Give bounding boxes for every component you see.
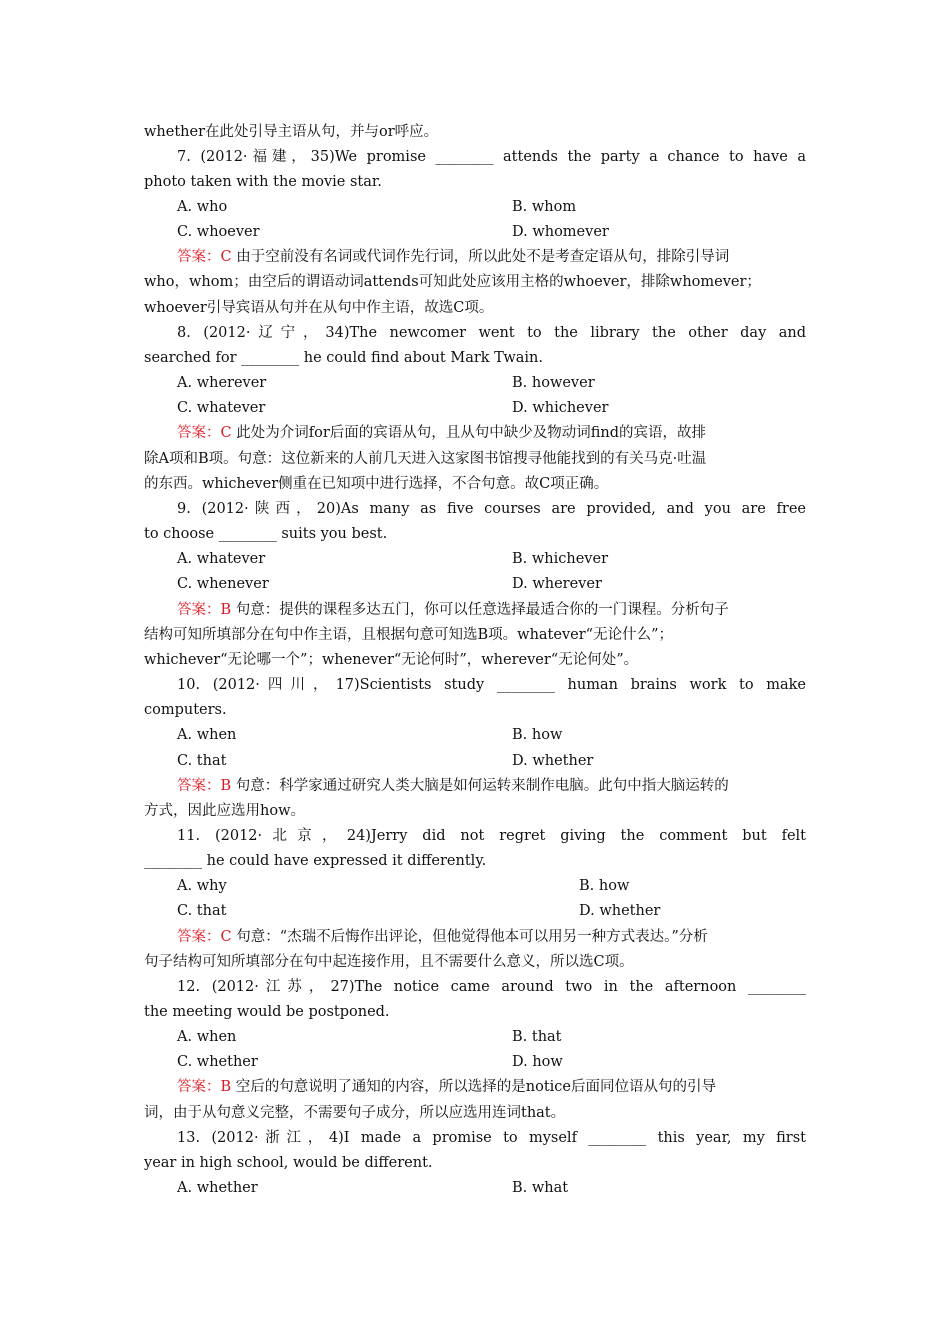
q10-answer: B <box>220 778 232 794</box>
q7-answer-line1 <box>177 245 806 270</box>
q10-option-c: C. that <box>177 753 227 769</box>
q12-option-a: A. when <box>177 1029 237 1045</box>
q7-stem-line2: photo taken with the movie star. <box>144 174 382 190</box>
q12-option-c: C. whether <box>177 1054 258 1070</box>
q9-explanation-2: 结构可知所填部分在句中作主语，且根据句意可知选B项。whatever“无论什么”； <box>144 627 673 643</box>
q13-stem-line1: 13. (2012·浙江，4)I made a promise to myself ________ this year, my first <box>177 1130 806 1146</box>
q12-stem-line2: the meeting would be postponed. <box>144 1004 390 1020</box>
q11-option-c: C. that <box>177 903 227 919</box>
q7-answer: C <box>220 249 232 265</box>
answer-label: 答案： <box>177 602 221 618</box>
q9-option-a: A. whatever <box>177 551 266 567</box>
intro-tail: whether在此处引导主语从句，并与or呼应。 <box>144 124 439 140</box>
q7-explanation-2: who，whom；由空后的谓语动词attends可知此处应该用主格的whoever，排除whomever； <box>144 274 761 290</box>
q8-option-d: D. whichever <box>512 400 609 416</box>
q9-explanation-3: whichever“无论哪一个”；whenever“无论何时”，wherever“无论何处”。 <box>144 652 639 668</box>
q13-option-a: A. whether <box>177 1180 258 1196</box>
q10-answer-line1 <box>177 774 806 799</box>
q10-option-a: A. when <box>177 727 237 743</box>
answer-label: 答案： <box>177 425 221 441</box>
q13-stem-line2: year in high school, would be different. <box>144 1155 433 1171</box>
q11-option-b: B. how <box>579 878 630 894</box>
q8-explanation-2: 除A项和B项。句意：这位新来的人前几天进入这家图书馆搜寻他能找到的有关马克·吐温 <box>144 451 707 467</box>
q8-option-b: B. however <box>512 375 595 391</box>
q12-answer: B <box>220 1079 232 1095</box>
q9-option-c: C. whenever <box>177 576 269 592</box>
answer-label: 答案： <box>177 929 221 945</box>
q11-answer: C <box>220 929 232 945</box>
answer-label: 答案： <box>177 1079 221 1095</box>
answer-label: 答案： <box>177 778 221 794</box>
q12-explanation-1: 空后的句意说明了通知的内容，所以选择的是notice后面同位语从句的引导 <box>231 1079 716 1095</box>
q11-explanation-1: 句意：“杰瑞不后悔作出评论，但他觉得他本可以用另一种方式表达。”分析 <box>231 929 708 945</box>
q9-answer-line1 <box>177 598 806 623</box>
q10-option-b: B. how <box>512 727 563 743</box>
q7-stem-line1: 7. (2012·福建，35)We promise ________ attends the party a chance to have a <box>177 149 806 165</box>
q11-stem-line1: 11. (2012·北京，24)Jerry did not regret giving the comment but felt <box>177 828 806 844</box>
q9-answer: B <box>220 602 232 618</box>
q12-option-d: D. how <box>512 1054 563 1070</box>
q13-option-b: B. what <box>512 1180 569 1196</box>
q11-answer-line1 <box>177 925 806 950</box>
q12-option-b: B. that <box>512 1029 562 1045</box>
q8-answer: C <box>220 425 232 441</box>
q7-explanation-1: 由于空前没有名词或代词作先行词，所以此处不是考查定语从句，排除引导词 <box>231 249 730 265</box>
q9-stem-line1: 9. (2012·陕西，20)As many as five courses are provided, and you are free <box>177 501 806 517</box>
q10-explanation-2: 方式，因此应选用how。 <box>144 803 305 819</box>
q7-option-d: D. whomever <box>512 224 609 240</box>
q9-stem-line2: to choose ________ suits you best. <box>144 526 388 542</box>
q11-stem-line2: ________ he could have expressed it differently. <box>144 853 487 869</box>
q12-stem-line1: 12. (2012·江苏，27)The notice came around two in the afternoon ________ <box>177 979 806 995</box>
q8-option-a: A. wherever <box>177 375 267 391</box>
q8-stem-line1: 8. (2012·辽宁，34)The newcomer went to the library the other day and <box>177 325 806 341</box>
q10-option-d: D. whether <box>512 753 594 769</box>
answer-label: 答案： <box>177 249 221 265</box>
q9-explanation-1: 句意：提供的课程多达五门，你可以任意选择最适合你的一门课程。分析句子 <box>231 602 729 618</box>
q8-stem-line2: searched for ________ he could find about Mark Twain. <box>144 350 543 366</box>
q8-explanation-3: 的东西。whichever侧重在已知项中进行选择，不合句意。故C项正确。 <box>144 476 609 492</box>
q7-option-b: B. whom <box>512 199 577 215</box>
q11-option-a: A. why <box>177 878 227 894</box>
q9-option-d: D. wherever <box>512 576 602 592</box>
q11-option-d: D. whether <box>579 903 661 919</box>
q10-stem-line1: 10. (2012·四川，17)Scientists study ________ human brains work to make <box>177 677 806 693</box>
q7-explanation-3: whoever引导宾语从句并在从句中作主语，故选C项。 <box>144 300 494 316</box>
q12-answer-line1 <box>177 1075 806 1100</box>
q7-option-c: C. whoever <box>177 224 260 240</box>
q8-answer-line1 <box>177 421 806 446</box>
q7-option-a: A. who <box>177 199 228 215</box>
q9-option-b: B. whichever <box>512 551 609 567</box>
q10-explanation-1: 句意：科学家通过研究人类大脑是如何运转来制作电脑。此句中指大脑运转的 <box>231 778 729 794</box>
q12-explanation-2: 词，由于从句意义完整，不需要句子成分，所以应选用连词that。 <box>144 1105 566 1121</box>
q11-explanation-2: 句子结构可知所填部分在句中起连接作用，且不需要什么意义，所以选C项。 <box>144 954 634 970</box>
q8-explanation-1: 此处为介词for后面的宾语从句，且从句中缺少及物动词find的宾语，故排 <box>231 425 707 441</box>
q10-stem-line2: computers. <box>144 702 227 718</box>
q8-option-c: C. whatever <box>177 400 266 416</box>
